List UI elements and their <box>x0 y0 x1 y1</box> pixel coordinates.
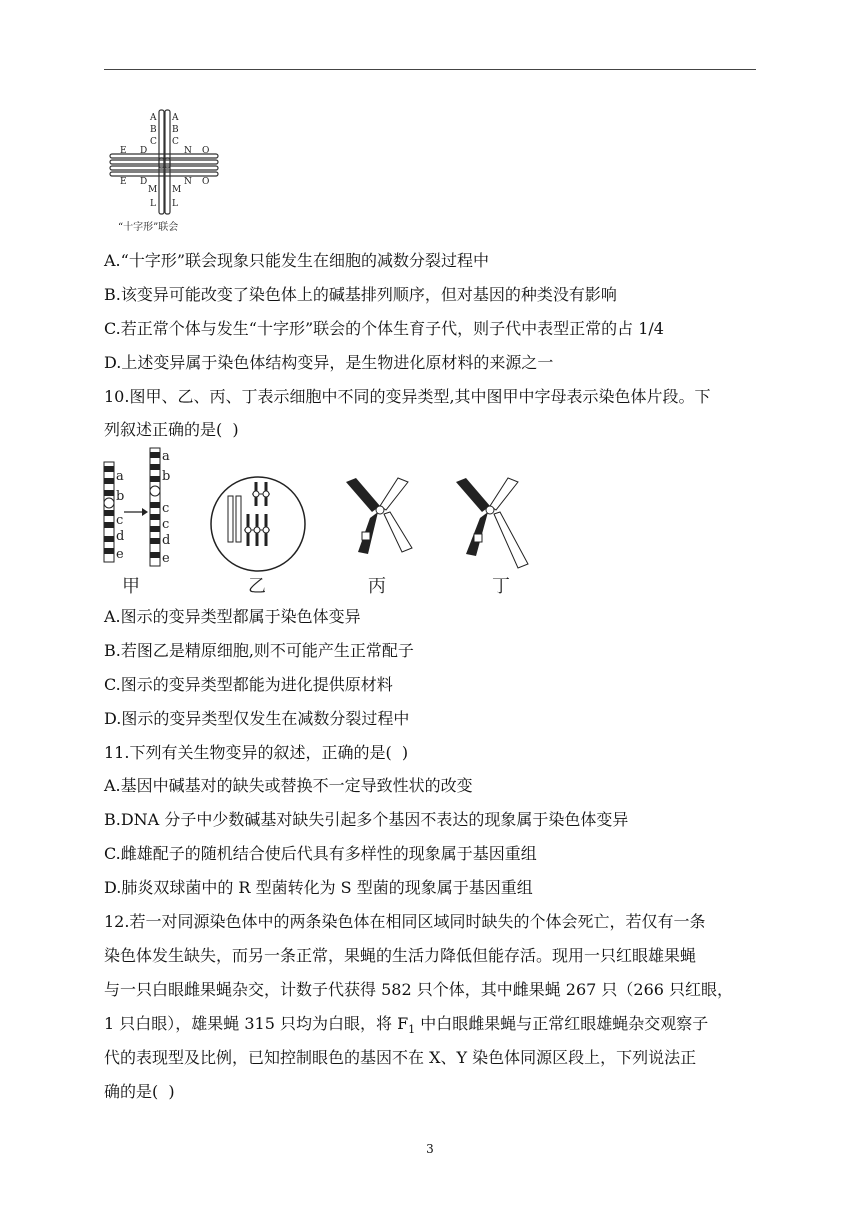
q11-option-c: C.雌雄配子的随机结合使后代具有多样性的现象属于基因重组 <box>104 844 537 863</box>
q10-stem-line1: 10.图甲、乙、丙、丁表示细胞中不同的变异类型,其中图甲中字母表示染色体片段。下 <box>104 387 711 406</box>
q11-option-d: D.肺炎双球菌中的 R 型菌转化为 S 型菌的现象属于基因重组 <box>104 878 533 897</box>
fig9-letter: D <box>140 146 148 156</box>
label-yi: 乙 <box>248 576 266 597</box>
fig9-letter: O <box>202 177 210 187</box>
fig-jia-left-chromosome <box>104 462 114 562</box>
q11-stem: 11.下列有关生物变异的叙述，正确的是( ) <box>104 743 409 762</box>
q10-option-a: A.图示的变异类型都属于染色体变异 <box>104 607 361 626</box>
q12-subscript: 1 <box>408 1023 416 1037</box>
jia-left-letter: d <box>116 529 125 544</box>
jia-left-letter: e <box>116 547 124 562</box>
q12-line3: 与一只白眼雌果蝇杂交，计数子代获得 582 只个体，其中雌果蝇 267 只（266 只红眼， <box>104 980 734 999</box>
q12-line4 <box>104 1014 708 1040</box>
fig9-letter: E <box>120 146 127 156</box>
jia-right-letter: e <box>162 551 170 566</box>
fig9-letter: C <box>150 137 157 147</box>
q11-option-a: A.基因中碱基对的缺失或替换不一定导致性状的改变 <box>104 776 473 795</box>
q9-option-d: D.上述变异属于染色体结构变异，是生物进化原材料的来源之一 <box>104 353 554 372</box>
fig9-caption: “十字形”联会 <box>118 222 179 233</box>
q12-line6: 确的是( ) <box>104 1082 175 1101</box>
fig9-letter: M <box>148 185 158 195</box>
fig9-letter: N <box>184 146 192 156</box>
fig9-letter: B <box>172 125 179 135</box>
fig-jia-right-chromosome <box>150 448 160 566</box>
cross-synapsis-figure <box>108 108 220 236</box>
jia-right-letter: d <box>162 533 171 548</box>
fig9-letter: C <box>172 137 179 147</box>
fig9-letter: B <box>150 125 157 135</box>
q9-option-a: A.“十字形”联会现象只能发生在细胞的减数分裂过程中 <box>104 251 490 270</box>
fig9-letter: D <box>140 177 148 187</box>
jia-right-letter: c <box>162 517 170 532</box>
label-bing: 丙 <box>368 576 386 597</box>
fig-ding-chromosomes <box>456 478 528 568</box>
q12-line2: 染色体发生缺失，而另一条正常，果蝇的生活力降低但能存活。现用一只红眼雄果蝇 <box>104 946 697 965</box>
page-number: 3 <box>426 1142 434 1156</box>
jia-right-letter: a <box>162 449 170 464</box>
q12-line5: 代的表现型及比例，已知控制眼色的基因不在 X、Y 染色体同源区段上，下列说法正 <box>104 1048 697 1067</box>
fig9-letter: A <box>172 113 179 123</box>
fig9-letter: M <box>172 185 182 195</box>
header-rule <box>104 69 756 70</box>
jia-left-letter: c <box>116 513 124 528</box>
q12-line4-a: 1 只白眼），雄果蝇 315 只均为白眼，将 F <box>104 1014 409 1033</box>
q11-option-b: B.DNA 分子中少数碱基对缺失引起多个基因不表达的现象属于染色体变异 <box>104 810 629 829</box>
jia-arrow <box>124 508 148 516</box>
q10-option-c: C.图示的变异类型都能为进化提供原材料 <box>104 675 393 694</box>
jia-left-letter: a <box>116 469 124 484</box>
fig9-letter: L <box>150 199 156 209</box>
fig9-letter: E <box>120 177 127 187</box>
fig9-letter: O <box>202 146 210 156</box>
q10-stem-line2: 列叙述正确的是( ) <box>104 420 239 439</box>
q10-option-b: B.若图乙是精原细胞,则不可能产生正常配子 <box>104 641 414 660</box>
q12-line4-b: 中白眼雌果蝇与正常红眼雄蝇杂交观察子 <box>415 1014 709 1033</box>
q9-option-c: C.若正常个体与发生“十字形”联会的个体生育子代，则子代中表型正常的占 1/4 <box>104 319 664 338</box>
q9-option-b: B.该变异可能改变了染色体上的碱基排列顺序，但对基因的种类没有影响 <box>104 285 617 304</box>
fig-yi-cell <box>211 477 305 571</box>
label-jia: 甲 <box>122 576 140 597</box>
q10-option-d: D.图示的变异类型仅发生在减数分裂过程中 <box>104 709 410 728</box>
fig9-letter: L <box>172 199 178 209</box>
jia-left-letter: b <box>116 489 125 504</box>
fig9-letter: N <box>184 177 192 187</box>
fig-bing-chromosomes <box>346 478 412 554</box>
fig9-letter: A <box>150 113 157 123</box>
label-ding: 丁 <box>492 576 510 597</box>
variation-types-figure <box>100 444 530 599</box>
q12-line1: 12.若一对同源染色体中的两条染色体在相同区域同时缺失的个体会死亡，若仅有一条 <box>104 912 706 931</box>
jia-right-letter: c <box>162 501 170 516</box>
jia-right-letter: b <box>162 469 171 484</box>
